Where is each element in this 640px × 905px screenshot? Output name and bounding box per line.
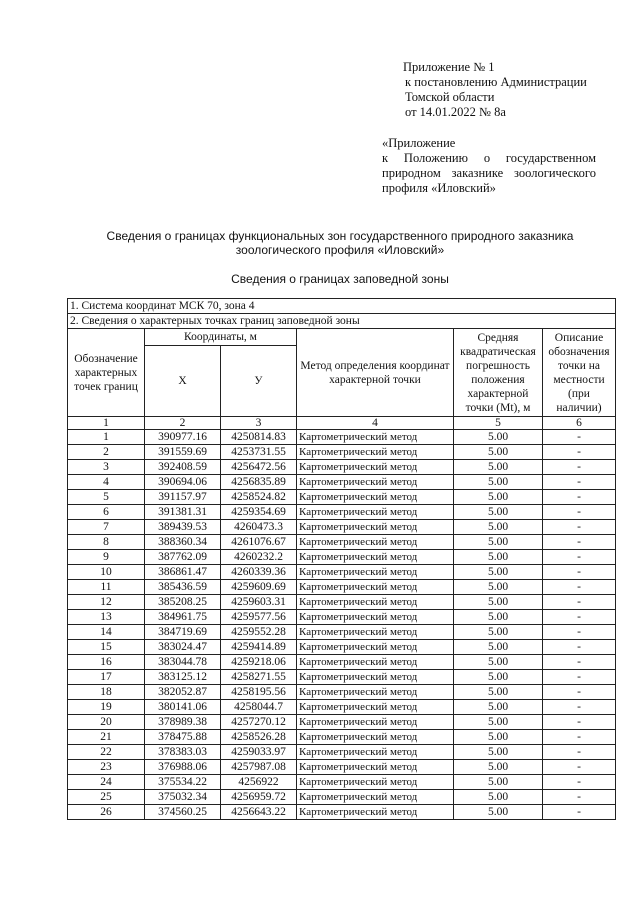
x-coordinate: 386861.47	[145, 565, 221, 580]
point-description: -	[543, 790, 616, 805]
point-description: -	[543, 640, 616, 655]
method: Картометрический метод	[297, 580, 454, 595]
mean-square-error: 5.00	[454, 460, 543, 475]
y-coordinate: 4256643.22	[221, 805, 297, 820]
method: Картометрический метод	[297, 730, 454, 745]
point-description: -	[543, 670, 616, 685]
x-coordinate: 388360.34	[145, 535, 221, 550]
method: Картометрический метод	[297, 445, 454, 460]
column-number: 1	[68, 417, 145, 430]
x-coordinate: 380141.06	[145, 700, 221, 715]
mean-square-error: 5.00	[454, 775, 543, 790]
method: Картометрический метод	[297, 595, 454, 610]
point-description: -	[543, 550, 616, 565]
method: Картометрический метод	[297, 760, 454, 775]
point-description: -	[543, 475, 616, 490]
mean-square-error: 5.00	[454, 715, 543, 730]
y-coordinate: 4256472.56	[221, 460, 297, 475]
table-row	[68, 550, 616, 565]
point-description: -	[543, 460, 616, 475]
appendix-region: Томской области	[405, 90, 495, 104]
y-coordinate: 4259218.06	[221, 655, 297, 670]
point-number: 18	[68, 685, 145, 700]
method: Картометрический метод	[297, 565, 454, 580]
x-coordinate: 389439.53	[145, 520, 221, 535]
table-row	[68, 565, 616, 580]
point-description: -	[543, 655, 616, 670]
point-number: 3	[68, 460, 145, 475]
point-number: 8	[68, 535, 145, 550]
table-row	[68, 805, 616, 820]
y-coordinate: 4259603.31	[221, 595, 297, 610]
point-number: 20	[68, 715, 145, 730]
y-coordinate: 4259354.69	[221, 505, 297, 520]
y-coordinate: 4259552.28	[221, 625, 297, 640]
column-number: 5	[454, 417, 543, 430]
method: Картометрический метод	[297, 790, 454, 805]
mean-square-error: 5.00	[454, 610, 543, 625]
section-subtitle: Сведения о границах заповедной зоны	[231, 272, 449, 286]
mean-square-error: 5.00	[454, 655, 543, 670]
table-row	[68, 640, 616, 655]
mean-square-error: 5.00	[454, 535, 543, 550]
mean-square-error: 5.00	[454, 790, 543, 805]
method: Картометрический метод	[297, 625, 454, 640]
regulation-line-2: к Положению о государственном	[382, 151, 596, 165]
mean-square-error: 5.00	[454, 430, 543, 445]
y-coordinate: 4257270.12	[221, 715, 297, 730]
characteristic-points-row: 2. Сведения о характерных точках границ заповедной зоны	[68, 314, 616, 329]
table-row	[68, 610, 616, 625]
method: Картометрический метод	[297, 775, 454, 790]
regulation-appendix-label: «Приложение	[382, 136, 456, 150]
method: Картометрический метод	[297, 520, 454, 535]
point-number: 12	[68, 595, 145, 610]
regulation-reference	[382, 136, 596, 196]
method: Картометрический метод	[297, 670, 454, 685]
x-coordinate: 390977.16	[145, 430, 221, 445]
y-coordinate: 4260473.3	[221, 520, 297, 535]
method: Картометрический метод	[297, 610, 454, 625]
method: Картометрический метод	[297, 535, 454, 550]
point-description: -	[543, 445, 616, 460]
mean-square-error: 5.00	[454, 475, 543, 490]
x-coordinate: 392408.59	[145, 460, 221, 475]
mean-square-error: 5.00	[454, 670, 543, 685]
x-coordinate: 375534.22	[145, 775, 221, 790]
mean-square-error: 5.00	[454, 745, 543, 760]
point-number: 11	[68, 580, 145, 595]
y-coordinate: 4259609.69	[221, 580, 297, 595]
column-numbers-row	[68, 417, 616, 430]
table-row	[68, 700, 616, 715]
x-coordinate: 374560.25	[145, 805, 221, 820]
x-coordinate: 375032.34	[145, 790, 221, 805]
point-description: -	[543, 505, 616, 520]
point-description: -	[543, 430, 616, 445]
appendix-number: Приложение № 1	[403, 60, 495, 74]
x-coordinate: 385436.59	[145, 580, 221, 595]
method: Картометрический метод	[297, 430, 454, 445]
appendix-header	[403, 60, 587, 120]
mean-square-error: 5.00	[454, 505, 543, 520]
mean-square-error: 5.00	[454, 640, 543, 655]
table-row	[68, 595, 616, 610]
x-coordinate: 376988.06	[145, 760, 221, 775]
point-number: 5	[68, 490, 145, 505]
table-row	[68, 775, 616, 790]
y-coordinate: 4259577.56	[221, 610, 297, 625]
point-number: 2	[68, 445, 145, 460]
point-number: 4	[68, 475, 145, 490]
point-description: -	[543, 700, 616, 715]
x-coordinate: 382052.87	[145, 685, 221, 700]
point-number: 6	[68, 505, 145, 520]
method: Картометрический метод	[297, 460, 454, 475]
boundary-points-table	[67, 298, 616, 820]
point-number: 21	[68, 730, 145, 745]
mean-square-error: 5.00	[454, 700, 543, 715]
point-number: 9	[68, 550, 145, 565]
x-coordinate: 385208.25	[145, 595, 221, 610]
point-description: -	[543, 580, 616, 595]
mean-square-error: 5.00	[454, 625, 543, 640]
point-description: -	[543, 535, 616, 550]
regulation-line-4: профиля «Иловский»	[382, 181, 496, 195]
header-y: У	[221, 346, 297, 417]
point-number: 13	[68, 610, 145, 625]
header-x: X	[145, 346, 221, 417]
mean-square-error: 5.00	[454, 490, 543, 505]
point-description: -	[543, 490, 616, 505]
header-error: Средняя квадратическая погрешность положения характерной точки (Mt), м	[454, 329, 543, 417]
point-number: 7	[68, 520, 145, 535]
y-coordinate: 4258271.55	[221, 670, 297, 685]
x-coordinate: 383125.12	[145, 670, 221, 685]
regulation-line-3: природном заказнике зоологического	[382, 166, 596, 180]
method: Картометрический метод	[297, 685, 454, 700]
point-description: -	[543, 595, 616, 610]
table-row	[68, 760, 616, 775]
mean-square-error: 5.00	[454, 685, 543, 700]
point-number: 25	[68, 790, 145, 805]
method: Картометрический метод	[297, 745, 454, 760]
table-row	[68, 535, 616, 550]
title-line-1: Сведения о границах функциональных зон государственного природного заказника	[106, 229, 574, 243]
method: Картометрический метод	[297, 490, 454, 505]
y-coordinate: 4260232.2	[221, 550, 297, 565]
method: Картометрический метод	[297, 640, 454, 655]
point-number: 19	[68, 700, 145, 715]
table-row	[68, 430, 616, 445]
table-row	[68, 475, 616, 490]
mean-square-error: 5.00	[454, 760, 543, 775]
header-method: Метод определения координат характерной точки	[297, 329, 454, 417]
mean-square-error: 5.00	[454, 805, 543, 820]
y-coordinate: 4259414.89	[221, 640, 297, 655]
table-row	[68, 520, 616, 535]
point-description: -	[543, 565, 616, 580]
table-row	[68, 670, 616, 685]
y-coordinate: 4257987.08	[221, 760, 297, 775]
point-description: -	[543, 745, 616, 760]
coordinate-system-row: 1. Система координат МСК 70, зона 4	[68, 299, 616, 314]
column-number: 3	[221, 417, 297, 430]
y-coordinate: 4260339.36	[221, 565, 297, 580]
header-coordinates: Координаты, м	[145, 329, 297, 346]
method: Картометрический метод	[297, 505, 454, 520]
x-coordinate: 383024.47	[145, 640, 221, 655]
point-description: -	[543, 685, 616, 700]
header-description: Описание обозначения точки на местности (при наличии)	[543, 329, 616, 417]
point-description: -	[543, 775, 616, 790]
table-row	[68, 745, 616, 760]
x-coordinate: 391381.31	[145, 505, 221, 520]
method: Картометрический метод	[297, 805, 454, 820]
y-coordinate: 4261076.67	[221, 535, 297, 550]
title-line-2: зоологического профиля «Иловский»	[235, 243, 445, 257]
x-coordinate: 391559.69	[145, 445, 221, 460]
y-coordinate: 4256922	[221, 775, 297, 790]
method: Картометрический метод	[297, 655, 454, 670]
y-coordinate: 4258524.82	[221, 490, 297, 505]
point-number: 23	[68, 760, 145, 775]
table-row	[68, 715, 616, 730]
mean-square-error: 5.00	[454, 565, 543, 580]
appendix-resolution-ref: к постановлению Администрации	[405, 75, 587, 89]
table-row	[68, 730, 616, 745]
point-number: 22	[68, 745, 145, 760]
y-coordinate: 4256959.72	[221, 790, 297, 805]
point-number: 10	[68, 565, 145, 580]
point-description: -	[543, 760, 616, 775]
point-description: -	[543, 610, 616, 625]
y-coordinate: 4258195.56	[221, 685, 297, 700]
table-row	[68, 490, 616, 505]
x-coordinate: 383044.78	[145, 655, 221, 670]
y-coordinate: 4258044.7	[221, 700, 297, 715]
table-row	[68, 445, 616, 460]
x-coordinate: 378383.03	[145, 745, 221, 760]
x-coordinate: 384961.75	[145, 610, 221, 625]
point-number: 24	[68, 775, 145, 790]
point-number: 17	[68, 670, 145, 685]
point-description: -	[543, 520, 616, 535]
y-coordinate: 4258526.28	[221, 730, 297, 745]
x-coordinate: 391157.97	[145, 490, 221, 505]
y-coordinate: 4253731.55	[221, 445, 297, 460]
mean-square-error: 5.00	[454, 730, 543, 745]
mean-square-error: 5.00	[454, 445, 543, 460]
point-description: -	[543, 625, 616, 640]
point-number: 1	[68, 430, 145, 445]
table-row	[68, 505, 616, 520]
table-row	[68, 685, 616, 700]
mean-square-error: 5.00	[454, 550, 543, 565]
point-description: -	[543, 805, 616, 820]
x-coordinate: 384719.69	[145, 625, 221, 640]
point-description: -	[543, 730, 616, 745]
mean-square-error: 5.00	[454, 520, 543, 535]
column-number: 4	[297, 417, 454, 430]
appendix-date: от 14.01.2022 № 8а	[405, 105, 506, 119]
mean-square-error: 5.00	[454, 580, 543, 595]
mean-square-error: 5.00	[454, 595, 543, 610]
point-number: 15	[68, 640, 145, 655]
table-row	[68, 580, 616, 595]
column-number: 2	[145, 417, 221, 430]
column-number: 6	[543, 417, 616, 430]
table-row	[68, 625, 616, 640]
x-coordinate: 387762.09	[145, 550, 221, 565]
method: Картометрический метод	[297, 715, 454, 730]
point-number: 16	[68, 655, 145, 670]
y-coordinate: 4250814.83	[221, 430, 297, 445]
table-row	[68, 655, 616, 670]
table-row	[68, 790, 616, 805]
x-coordinate: 390694.06	[145, 475, 221, 490]
method: Картометрический метод	[297, 700, 454, 715]
table-row	[68, 460, 616, 475]
point-number: 14	[68, 625, 145, 640]
document-title	[70, 229, 610, 257]
method: Картометрический метод	[297, 550, 454, 565]
header-designation: Обозначение характерных точек границ	[68, 329, 145, 417]
y-coordinate: 4259033.97	[221, 745, 297, 760]
point-description: -	[543, 715, 616, 730]
x-coordinate: 378475.88	[145, 730, 221, 745]
point-number: 26	[68, 805, 145, 820]
method: Картометрический метод	[297, 475, 454, 490]
x-coordinate: 378989.38	[145, 715, 221, 730]
y-coordinate: 4256835.89	[221, 475, 297, 490]
